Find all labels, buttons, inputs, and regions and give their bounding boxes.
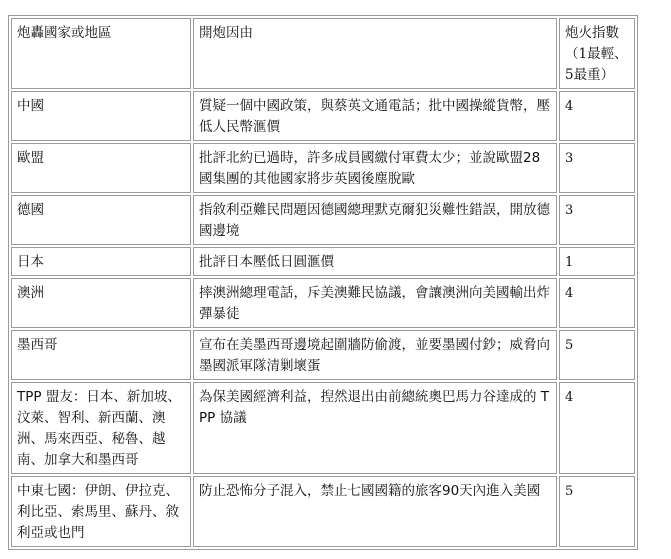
row-target: 德國: [11, 195, 191, 245]
row-score: 3: [559, 195, 635, 245]
row-reason: 指敘利亞難民問題因德國總理默克爾犯災難性錯誤，開放德國邊境: [193, 195, 557, 245]
table-container: [8, 15, 638, 550]
table-row: [11, 476, 635, 547]
table-header-row: [11, 18, 635, 89]
table-row: [11, 195, 635, 245]
header-reason: 開炮因由: [193, 18, 557, 89]
row-score: 3: [559, 143, 635, 193]
row-score: 4: [559, 278, 635, 328]
row-target: 中東七國：伊朗、伊拉克、利比亞、索馬里、蘇丹、敘利亞或也門: [11, 476, 191, 547]
row-reason: 批評日本壓低日圓滙價: [193, 247, 557, 276]
row-reason: 批評北約已過時，許多成員國繳付軍費太少；並說歐盟28國集團的其他國家將步英國後塵脫歐: [193, 143, 557, 193]
row-score: 4: [559, 91, 635, 141]
row-target: 日本: [11, 247, 191, 276]
trump-criticism-table: [8, 15, 638, 550]
row-reason: 摔澳洲總理電話，斥美澳難民協議，會讓澳洲向美國輸出炸彈暴徒: [193, 278, 557, 328]
table-row: [11, 330, 635, 380]
row-reason: 質疑一個中國政策，與蔡英文通電話；批中國操縱貨幣，壓低人民幣滙價: [193, 91, 557, 141]
row-score: 5: [559, 330, 635, 380]
table-row: [11, 278, 635, 328]
row-target: 墨西哥: [11, 330, 191, 380]
header-score: 炮火指數（1最輕、5最重）: [559, 18, 635, 89]
row-target: 中國: [11, 91, 191, 141]
row-reason: 宣布在美墨西哥邊境起圍牆防偷渡，並要墨國付鈔；威脅向墨國派軍隊清剿壞蛋: [193, 330, 557, 380]
row-target: 歐盟: [11, 143, 191, 193]
row-score: 5: [559, 476, 635, 547]
table-row: [11, 143, 635, 193]
table-row: [11, 382, 635, 474]
row-target: TPP 盟友：日本、新加坡、汶萊、智利、新西蘭、澳洲、馬來西亞、秘魯、越南、加拿大和墨西哥: [11, 382, 191, 474]
row-reason: 為保美國經濟利益，揑然退出由前總統奧巴馬力谷達成的 TPP 協議: [193, 382, 557, 474]
row-reason: 防止恐怖分子混入，禁止七國國籍的旅客90天內進入美國: [193, 476, 557, 547]
table-row: [11, 247, 635, 276]
row-target: 澳洲: [11, 278, 191, 328]
header-target: 炮轟國家或地區: [11, 18, 191, 89]
row-score: 1: [559, 247, 635, 276]
table-row: [11, 91, 635, 141]
row-score: 4: [559, 382, 635, 474]
